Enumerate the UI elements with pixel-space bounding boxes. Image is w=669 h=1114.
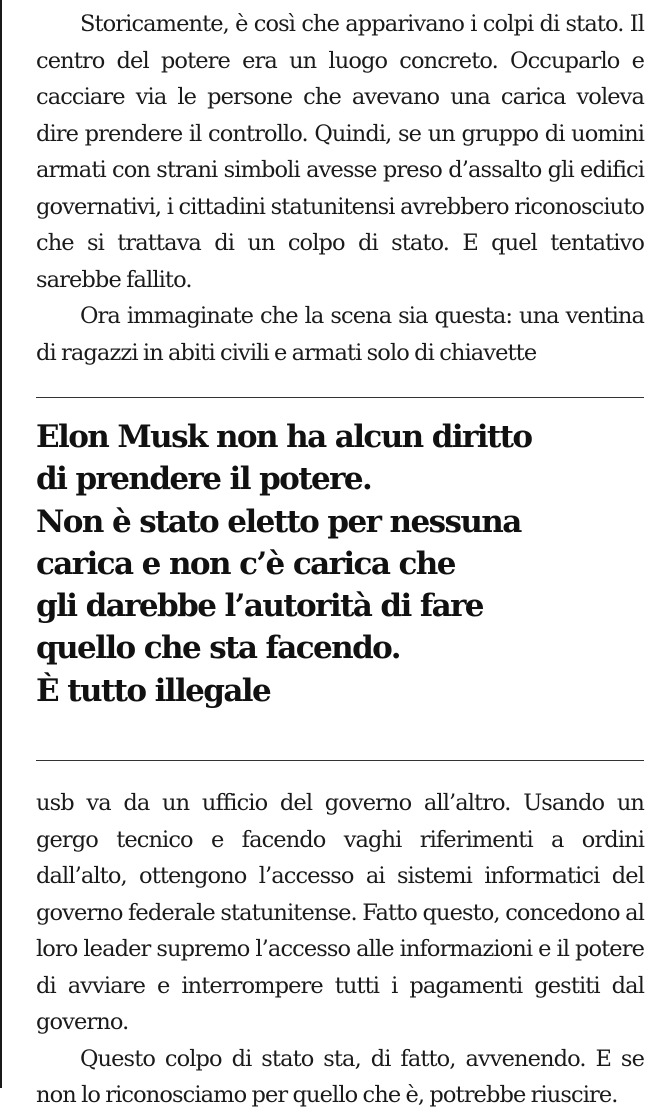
- pullquote-top-rule: [36, 397, 644, 398]
- pullquote-line: carica e non c’è carica che: [36, 545, 455, 582]
- pullquote-line: È tutto illegale: [36, 672, 271, 709]
- pullquote-line: Non è stato eletto per nessuna: [36, 503, 521, 540]
- paragraph-storicamente: Storicamente, è così che apparivano i colpi di stato. Il centro del potere era un luogo concreto. Occuparlo e cacciare via le persone che avevano una carica voleva dire prendere il controllo. Quindi, se un gruppo di uomini armati con strani simboli avesse preso d’assalto gli edifici governativi, i cittadini statunitensi avrebbero riconosciuto che si trattava di un colpo di stato. E quel tentativo sarebbe fallito.: [36, 11, 644, 293]
- pullquote-line: gli darebbe l’autorità di fare: [36, 588, 483, 625]
- paragraph-ora-immaginate: Ora immaginate che la scena sia questa: una ventina di ragazzi in abiti civili e armati solo di chiavette: [36, 303, 644, 366]
- paragraph-questo-colpo: Questo colpo di stato sta, di fatto, avvenendo. E se non lo riconosciamo per quello che è, potrebbe riuscire.: [36, 1045, 644, 1109]
- pullquote: [36, 416, 644, 712]
- article-column: [36, 0, 644, 1114]
- article-bottom-text: [36, 761, 644, 1114]
- pullquote-line: di prendere il potere.: [36, 461, 372, 498]
- pullquote-line: Elon Musk non ha alcun diritto: [36, 419, 532, 455]
- column-divider-line: [0, 0, 2, 1088]
- article-top-text: [36, 0, 644, 371]
- paragraph-usb-continuation: usb va da un ufficio del governo all’altro. Usando un gergo tecnico e facendo vaghi riferimenti a ordini dall’alto, ottengono l’accesso ai sistemi informatici del governo federale statunitense. Fatto questo, concedono al loro leader supremo l’accesso alle informazioni e il potere di avviare e interrompere tutti i pagamenti gestiti dal governo.: [36, 790, 644, 1036]
- pullquote-line: quello che sta facendo.: [36, 630, 400, 667]
